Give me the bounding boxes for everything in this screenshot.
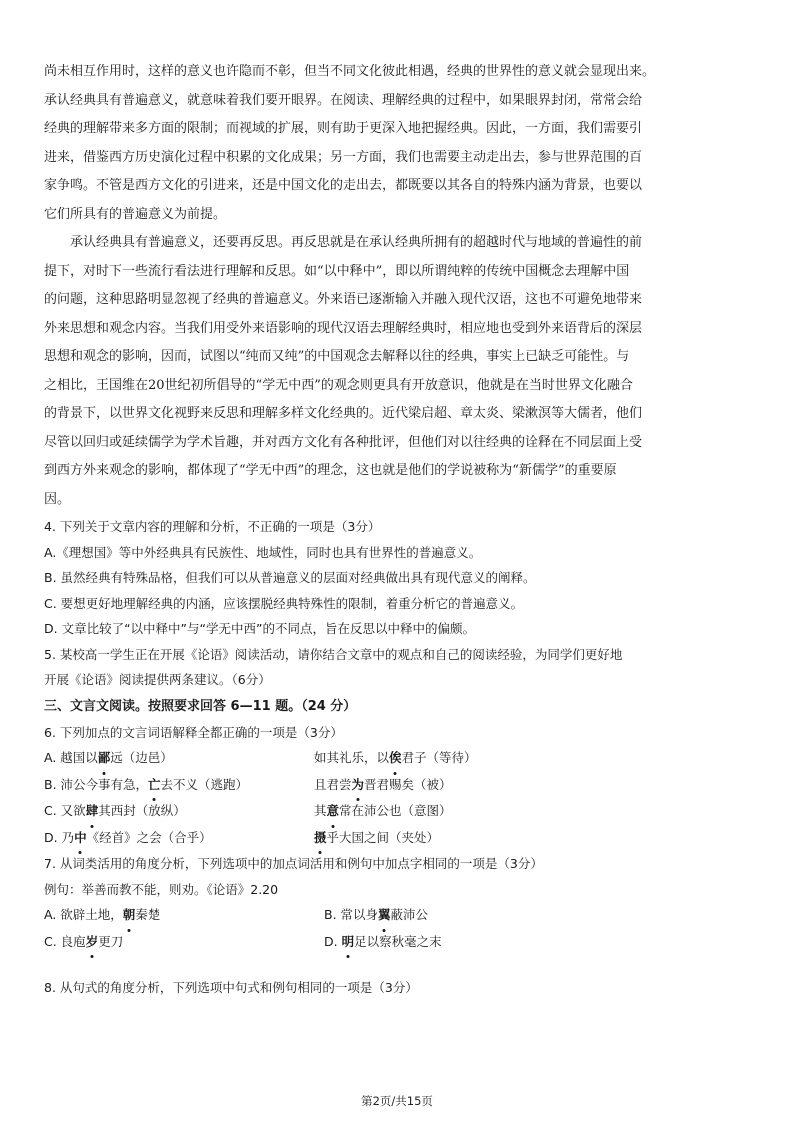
- question-stem-continued: 开展《论语》阅读提供两条建议。（6分）: [44, 672, 271, 687]
- option-row: [44, 902, 756, 929]
- text-line: 的问题，这种思路明显忽视了经典的普遍意义。外来语已逐渐输入并融入现代汉语，这也不可避免地带来: [44, 292, 643, 307]
- question-5: [44, 642, 756, 693]
- dotted-word: 朝: [123, 902, 136, 929]
- dotted-word: 中: [74, 825, 87, 852]
- option-left: [44, 798, 314, 825]
- option-text: 《经首》之会（合乎）: [86, 829, 212, 845]
- text-line: 因。: [44, 491, 71, 507]
- option-row: [44, 798, 756, 825]
- option-text: 远（边邑）: [110, 750, 173, 765]
- option-text: C. 又欲: [44, 803, 86, 818]
- text-line: 承认经典具有普遍意义，还要再反思。再反思就是在承认经典所拥有的超越时代与地域的普遍性的前: [70, 235, 643, 250]
- option-left: [44, 745, 314, 772]
- option-left: [44, 902, 324, 929]
- text-line: 家争鸣。不管是西方文化的引进来，还是中国文化的走出去，都既要以其各自的特殊内涵为背景，也要以: [44, 178, 643, 193]
- option-text: 且君尝: [314, 776, 352, 792]
- option-row: [44, 929, 756, 956]
- text-line: 它们所具有的普遍意义为前提。: [44, 206, 227, 222]
- section-heading: 三、文言文阅读。按照要求回答 6—11 题。（24 分）: [44, 698, 357, 714]
- option-text: 晋君赐矣（被）: [364, 776, 452, 792]
- dotted-word: 摄: [314, 825, 327, 852]
- page-content: [44, 58, 756, 1001]
- question-stem: 8. 从句式的角度分析，下列选项中句式和例句相同的一项是（3分）: [44, 980, 418, 995]
- question-4: [44, 514, 756, 642]
- question-stem: 6. 下列加点的文言词语解释全都正确的一项是（3分）: [44, 724, 343, 740]
- text-line: 外来思想和观念内容。当我们用受外来语影响的现代汉语去理解经典时，相应地也受到外来语背后的深层: [44, 320, 643, 336]
- option-text: 其西封（放纵）: [98, 803, 186, 818]
- text-line: 承认经典具有普遍意义，就意味着我们要开眼界。在阅读、理解经典的过程中，如果眼界封闭，常常会给: [44, 92, 643, 108]
- option-right: [314, 825, 734, 852]
- text-line: 思想和观念的影响，因而，试图以“纯而又纯”的中国观念去解释以往的经典，事实上已缺乏可能性。与: [44, 349, 630, 364]
- dotted-word: 肆: [86, 798, 99, 825]
- dotted-word: 翼: [378, 902, 391, 929]
- text-line: 尚未相互作用时，这样的意义也许隐而不彰，但当不同文化彼此相遇，经典的世界性的意义就会显现出来。: [44, 64, 656, 79]
- option-text: 去不义（逃跑）: [160, 776, 249, 792]
- text-line: 到西方外来观念的影响，都体现了“学无中西”的理念，这也就是他们的学说被称为“新儒学”的重要原: [44, 463, 617, 478]
- option-right: [314, 772, 734, 799]
- example-sentence: 例句：举善而教不能，则劝。《论语》2.20: [44, 881, 279, 897]
- text-line: 经典的理解带来多方面的限制；而视域的扩展，则有助于更深入地把握经典。因此，一方面，我们需要引: [44, 121, 643, 136]
- option-text: A. 欲辟土地，: [44, 907, 123, 922]
- option-text: B. 沛公今事有急，: [44, 776, 149, 792]
- text-line: 的背景下，以世界文化视野来反思和理解多样文化经典的。近代梁启超、章太炎、梁漱溟等大儒者，他们: [44, 406, 643, 421]
- option-row: [44, 745, 756, 772]
- passage-paragraph-2: [44, 229, 756, 514]
- option-text: C. 良庖: [44, 933, 86, 949]
- text-line: 尽管以回归或延续儒学为学术旨趣，并对西方文化有各种批评，但他们对以往经典的诠释在不同层面上受: [44, 434, 643, 450]
- page-number: 第2页/共15页: [361, 1094, 433, 1108]
- option-text: A. 越国以: [44, 750, 98, 765]
- option-left: [44, 772, 314, 799]
- option-text: 足以察秋毫之末: [354, 933, 442, 949]
- text-line: 之相比，王国维在20世纪初所倡导的“学无中西”的观念则更具有开放意识，他就是在当时世界文化融合: [44, 377, 633, 393]
- question-7: [44, 851, 756, 955]
- text-line: 提下，对时下一些流行看法进行理解和反思。如“以中释中”，即以所谓纯粹的传统中国概念去理解中国: [44, 263, 630, 279]
- question-6: [44, 720, 756, 852]
- option-text: 蔽沛公: [390, 907, 429, 922]
- option-b: B. 虽然经典有特殊品格，但我们可以从普遍意义的层面对经典做出具有现代意义的阐释。: [44, 570, 536, 585]
- option-text: 更刀: [98, 933, 124, 949]
- blank-space: [44, 955, 756, 975]
- dotted-word: 鄙: [98, 745, 111, 772]
- passage-paragraph-1: [44, 58, 756, 229]
- option-right: [324, 902, 744, 929]
- dotted-word: 明: [342, 929, 355, 956]
- option-text: D. 乃: [44, 829, 75, 845]
- option-text: 常在沛公也（意图）: [339, 803, 452, 818]
- option-text: 乎大国之间（夹处）: [326, 829, 440, 845]
- option-text: 如其礼乐，以: [314, 750, 390, 765]
- question-stem: 4. 下列关于文章内容的理解和分析，不正确的一项是（3分）: [44, 519, 381, 534]
- option-d: D. 文章比较了“以中释中”与“学无中西”的不同点，旨在反思以中释中的偏颇。: [44, 621, 475, 636]
- dotted-word: 为: [352, 772, 365, 799]
- option-text: 其: [314, 803, 327, 818]
- option-text: D.: [324, 933, 342, 949]
- option-text: 君子（等待）: [401, 750, 477, 765]
- question-8: [44, 975, 756, 1001]
- option-right: [314, 745, 734, 772]
- text-line: 进来，借鉴西方历史演化过程中积累的文化成果；另一方面，我们也需要主动走出去，参与世界范围的百: [44, 149, 643, 165]
- option-left: [44, 825, 314, 852]
- option-c: C. 要想更好地理解经典的内涵，应该摆脱经典特殊性的限制，着重分析它的普遍意义。: [44, 595, 524, 611]
- dotted-word: 岁: [86, 929, 99, 956]
- option-row: [44, 825, 756, 852]
- option-left: [44, 929, 324, 956]
- question-stem: 7. 从词类活用的角度分析，下列选项中的加点词活用和例句中加点字相同的一项是（3分）: [44, 856, 543, 871]
- option-a: A.《理想国》等中外经典具有民族性、地域性，同时也具有世界性的普遍意义。: [44, 544, 482, 560]
- option-text: B. 常以身: [324, 907, 379, 922]
- question-stem: 5. 某校高一学生正在开展《论语》阅读活动，请你结合文章中的观点和自己的阅读经验，为同学们更好地: [44, 646, 623, 662]
- option-text: 秦楚: [135, 907, 161, 922]
- dotted-word: 亡: [148, 772, 161, 799]
- dotted-word: 意: [327, 798, 340, 825]
- option-right: [324, 929, 744, 956]
- dotted-word: 俟: [389, 745, 402, 772]
- option-right: [314, 798, 734, 825]
- option-row: [44, 772, 756, 799]
